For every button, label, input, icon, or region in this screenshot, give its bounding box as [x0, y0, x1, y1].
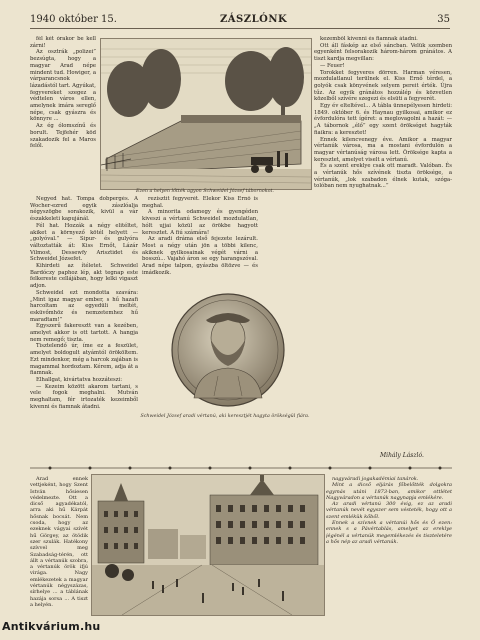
column-right	[314, 36, 452, 464]
paragraph: Ennek a szívnek a vértanúi hős és Ő ezen: ennek s a Pávértablás, amelyet az ereklye jégénél a vértanúk megemlékezés és tiszteletére a hős nép az aradi vértanúk.	[326, 520, 452, 545]
watermark	[2, 620, 100, 633]
watermark-tld: .hu	[79, 620, 101, 633]
paragraph: Fél hat. Hozzák a négy elitéltet, akiket a környező kötél helyett — „golyóval.” — Sipur- és gulyóra változtatták át: Kiss Ernőt, Lázár Vilmost, Dessewfy Arisztidet és Schweidel Józsefet.	[30, 222, 138, 263]
paragraph: Schweidel ezt mondotta szavára: „Mint igaz magyar ember, s hű hazafi harcoltam az egyedüli meltét, esküvőmhöz és nemzetemhez hű maradtam!”	[30, 289, 138, 323]
column-left-bottom	[30, 196, 138, 464]
fortress-engraving	[100, 38, 312, 190]
paragraph: Egy év elteltével... A tábla ünnepélyesen hirdeti: 1849. október 6. és Haynau gyilkosai, amikor ez évfordulóra tett ígéret: a meglovagolni a hazát: — „A tábornok „élő” egy szent örökséget hagyták fiaikra: a keresztet!	[314, 103, 452, 136]
city-photo	[91, 474, 325, 616]
paragraph: — Feuer!	[320, 62, 345, 69]
paragraph: — Kezeim között akarom tartani, s vele fogok meghalni. Mutván meghaltam, fér irtozaték kezeimből kivenni és fiamnak átadni.	[30, 383, 138, 410]
paragraph: Mint a dicső eljárás főbelőtték dolgokra egymás utáni 1873-ban, amikor ottlétet Nagyváradon a vértanúk nagynapja emlékére.	[326, 482, 452, 501]
arad-street-view	[92, 475, 324, 615]
publication-title: ZÁSZLÓNK	[220, 14, 288, 25]
paragraph: Elhallgat, kivártatva hozzáteszi:	[36, 376, 122, 383]
fortress-caption: Ezen a helyen lőtték agyon Schweidel József tábornokot.	[136, 189, 274, 194]
paragraph: Torokket fegyveres dörren. Harman véresen, mozdulatlanul terülnek el. Kiss Ernő térdel, a golyók csak könyvének selyem pereit érték. Újra tűz. Az egyik gránátos hozzálép és közvetlen közelből szívére szegezi és elsüti a fegyverét.	[314, 69, 452, 103]
paragraph: És a szent ereklye csak ott maradt. Valóban. És a vértanúk hős szívének tiszta öröksége, a vértanúk, „lok szabadon élnek kutak, szóga-tolóban nem nyughatnak...”	[314, 163, 452, 190]
paragraph: Az aradi dráma első fejezete lezárult. Most a négy után jön a többi kilenc, akiknek gyilkosainak végét várni a bosszú... Vajahó áron se egy harangszóval. Arad népe talpon, gyászba öltözve — és imádkozik.	[142, 236, 258, 276]
paragraph: Az aradi vértanú 300 évig, ez az aradi vértanúk nevét egyszer sem vésteték, hogy ott a szent emlékük kőből.	[326, 501, 452, 520]
paragraph: Arad ennek vettjeként, hogy Szent István hősiesen védelmezte. Ott a dicső agyadékatól, arra aki hű Kárpát hősnak bocsát. Nem csoda, hogy az ezeknek vágyai szívét hű Görgey, az ötödik szer szulák. Hatékony szívvel meg Szabadság-térén, ott állt a vértanúk szobra, a vértanúk örök ifjú virága. Nagy emlékezetek a magyar vértanúk négyszázas, sírhelye ... a táblának hazája sorsa ... A tiszt a helyén.	[30, 476, 88, 608]
portrait-medallion	[148, 290, 308, 410]
paragraph: A minorita odamegy és gyengéden kiveszi a vértanú Schweidel mozdulatlan, hólt ujjai közül az örökbe hagyott keresztet. A fiú számára!	[142, 209, 258, 236]
paragraph: Egyszerű fakeresztt van a kezében, amelyet akkor is ott tartott. A hangja nem remegő; tiszta.	[30, 323, 138, 343]
paragraph: nagyváradi jogakadémiai tanárok.	[332, 476, 419, 482]
page-number: 35	[437, 14, 450, 25]
medallion-relief	[148, 290, 308, 410]
paragraph: Kihirdeti az ítéletet. Schweidel Bardóczy paphoz lép, akt tegnap este felkereste cellájában, hogy lelki vigaszt adjon.	[30, 263, 138, 290]
paragraph: Az ég ólomszínű és borult. Tejfehér köd szakadozik fel a Maros felől.	[30, 123, 96, 150]
column-bottom-right	[326, 476, 452, 616]
decorative-divider	[30, 464, 452, 472]
paragraph: rezisztít fegyverét. Elekor Kiss Ernő is meghal.	[142, 196, 258, 209]
paragraph: kezemből kivenni és fiamnak átadni.	[320, 36, 418, 42]
author-signature: Mihály László.	[380, 452, 424, 459]
medallion-caption: Schweidel József aradi vértanú, aki keresztjét hagyta örökségül fiára.	[140, 414, 310, 419]
paragraph: Az osztrák „polizei” bezsúgta, hogy a magyar Arad népe mindent tud. Howiger, a várparancsnok lázadástól tart. Agyúkat, fegyvereket szegez a védtelen város ellen, amelynek imára sereglő népe, csak gyászra és könnyre ...	[30, 49, 96, 123]
watermark-site: Antikvárium	[2, 620, 80, 633]
issue-date: 1940 október 15.	[30, 14, 117, 25]
paragraph: Ennek kilencvenegy éve. Amikor a magyar vértanúk városa, ma a mostani évfordulón a magyar vértanúság városa lett. Öröksége kapta a keresztet, amelyet viselt a vértanú.	[314, 136, 452, 163]
column-bottom-left	[30, 476, 88, 616]
fortress-illustration	[101, 39, 311, 189]
column-left-top	[30, 36, 96, 194]
paragraph: Tisztelendő úr, íme ez a feszület, amelyet boldogult atyámtól örököltem. Ezt mindenkor, még a harcok zajában is magammal hordoztam. Kérem, adja át a fiamnak.	[30, 343, 138, 377]
page-header	[30, 10, 450, 29]
paragraph: Ott áll fáskép az első sáncban. Velük szemben egyenként felsorakozik három-három gránátos. A tiszt kardja megvillan:	[314, 42, 452, 63]
paragraph: Negyed hat. Tompa dobpergés. A Wocher-ezred egyik zászlóalja négyszögbe sorakozik, kivül a vár északkeleti kapujánál.	[30, 196, 138, 223]
column-middle	[142, 196, 258, 286]
paragraph: fél két órakor be kell zárni!	[30, 36, 96, 49]
